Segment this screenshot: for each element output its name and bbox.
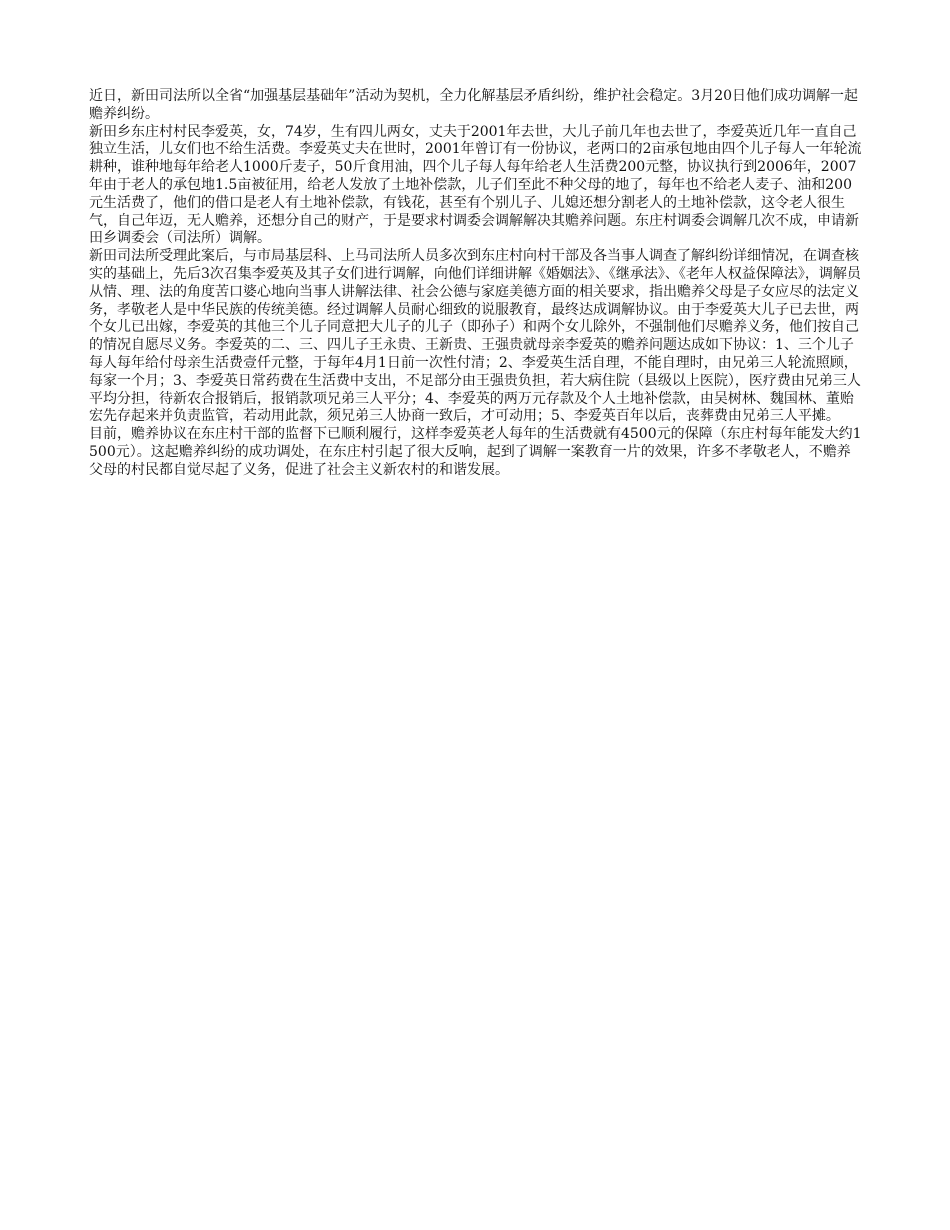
paragraph-mediation: 新田司法所受理此案后，与市局基层科、上马司法所人员多次到东庄村向村干部及各当事人调查了解纠纷详细情况，在调查核实的基础上，先后3次召集李爱英及其子女们进行调解，向他们详细讲解《婚姻法》、《继承法》、《老年人权益保障法》，调解员从情、理、法的角度苦口婆心地向当事人讲解法律、社会公德与家庭美德方面的相关要求，指出赡养父母是子女应尽的法定义务，孝敬老人是中华民族的传统美德。经过调解人员耐心细致的说服教育，最终达成调解协议。由于李爱英大儿子已去世，两个女儿已出嫁，李爱英的其他三个儿子同意把大儿子的儿子（即孙子）和两个女儿除外，不强制他们尽赡养义务，他们按自己的情况自愿尽义务。李爱英的二、三、四儿子王永贵、王新贵、王强贵就母亲李爱英的赡养问题达成如下协议：1、三个儿子每人每年给付母亲生活费壹仟元整，于每年4月1日前一次性付清；2、李爱英生活自理，不能自理时，由兄弟三人轮流照顾，每家一个月；3、李爱英日常药费在生活费中支出，不足部分由王强贵负担，若大病住院（县级以上医院），医疗费由兄弟三人平均分担，待新农合报销后，报销款项兄弟三人平分；4、李爱英的两万元存款及个人土地补偿款，由吴树林、魏国林、董贻宏先存起来并负责监管，若动用此款，须兄弟三人协商一致后，才可动用；5、李爱英百年以后，丧葬费由兄弟三人平摊。 [89, 248, 861, 425]
paragraph-outcome: 目前，赡养协议在东庄村干部的监督下已顺利履行，这样李爱英老人每年的生活费就有4500元的保障（东庄村每年能发大约1500元）。这起赡养纠纷的成功调处，在东庄村引起了很大反响，起到了调解一案教育一片的效果，许多不孝敬老人，不赡养父母的村民都自觉尽起了义务，促进了社会主义新农村的和谐发展。 [89, 426, 862, 478]
paragraph-background: 新田乡东庄村村民李爱英，女，74岁，生有四儿两女，丈夫于2001年去世，大儿子前几年也去世了，李爱英近几年一直自己独立生活，儿女们也不给生活费。李爱英丈夫在世时，2001年曾订有一份协议，老两口的2亩承包地由四个儿子每人一年轮流耕种，谁种地每年给老人1000斤麦子，50斤食用油，四个儿子每人每年给老人生活费200元整，协议执行到2006年，2007年由于老人的承包地1.5亩被征用，给老人发放了土地补偿款，儿子们至此不种父母的地了，每年也不给老人麦子、油和200元生活费了，他们的借口是老人有土地补偿款，有钱花，甚至有个别儿子、儿媳还想分割老人的土地补偿款，这令老人很生气，自己年迈，无人赡养，还想分自己的财产，于是要求村调委会调解解决其赡养问题。东庄村调委会调解几次不成，申请新田乡调委会（司法所）调解。 [89, 123, 862, 247]
document-body [89, 88, 863, 480]
paragraph-intro: 近日，新田司法所以全省“加强基层基础年”活动为契机，全力化解基层矛盾纠纷，维护社会稳定。3月20日他们成功调解一起赡养纠纷。 [89, 88, 859, 122]
